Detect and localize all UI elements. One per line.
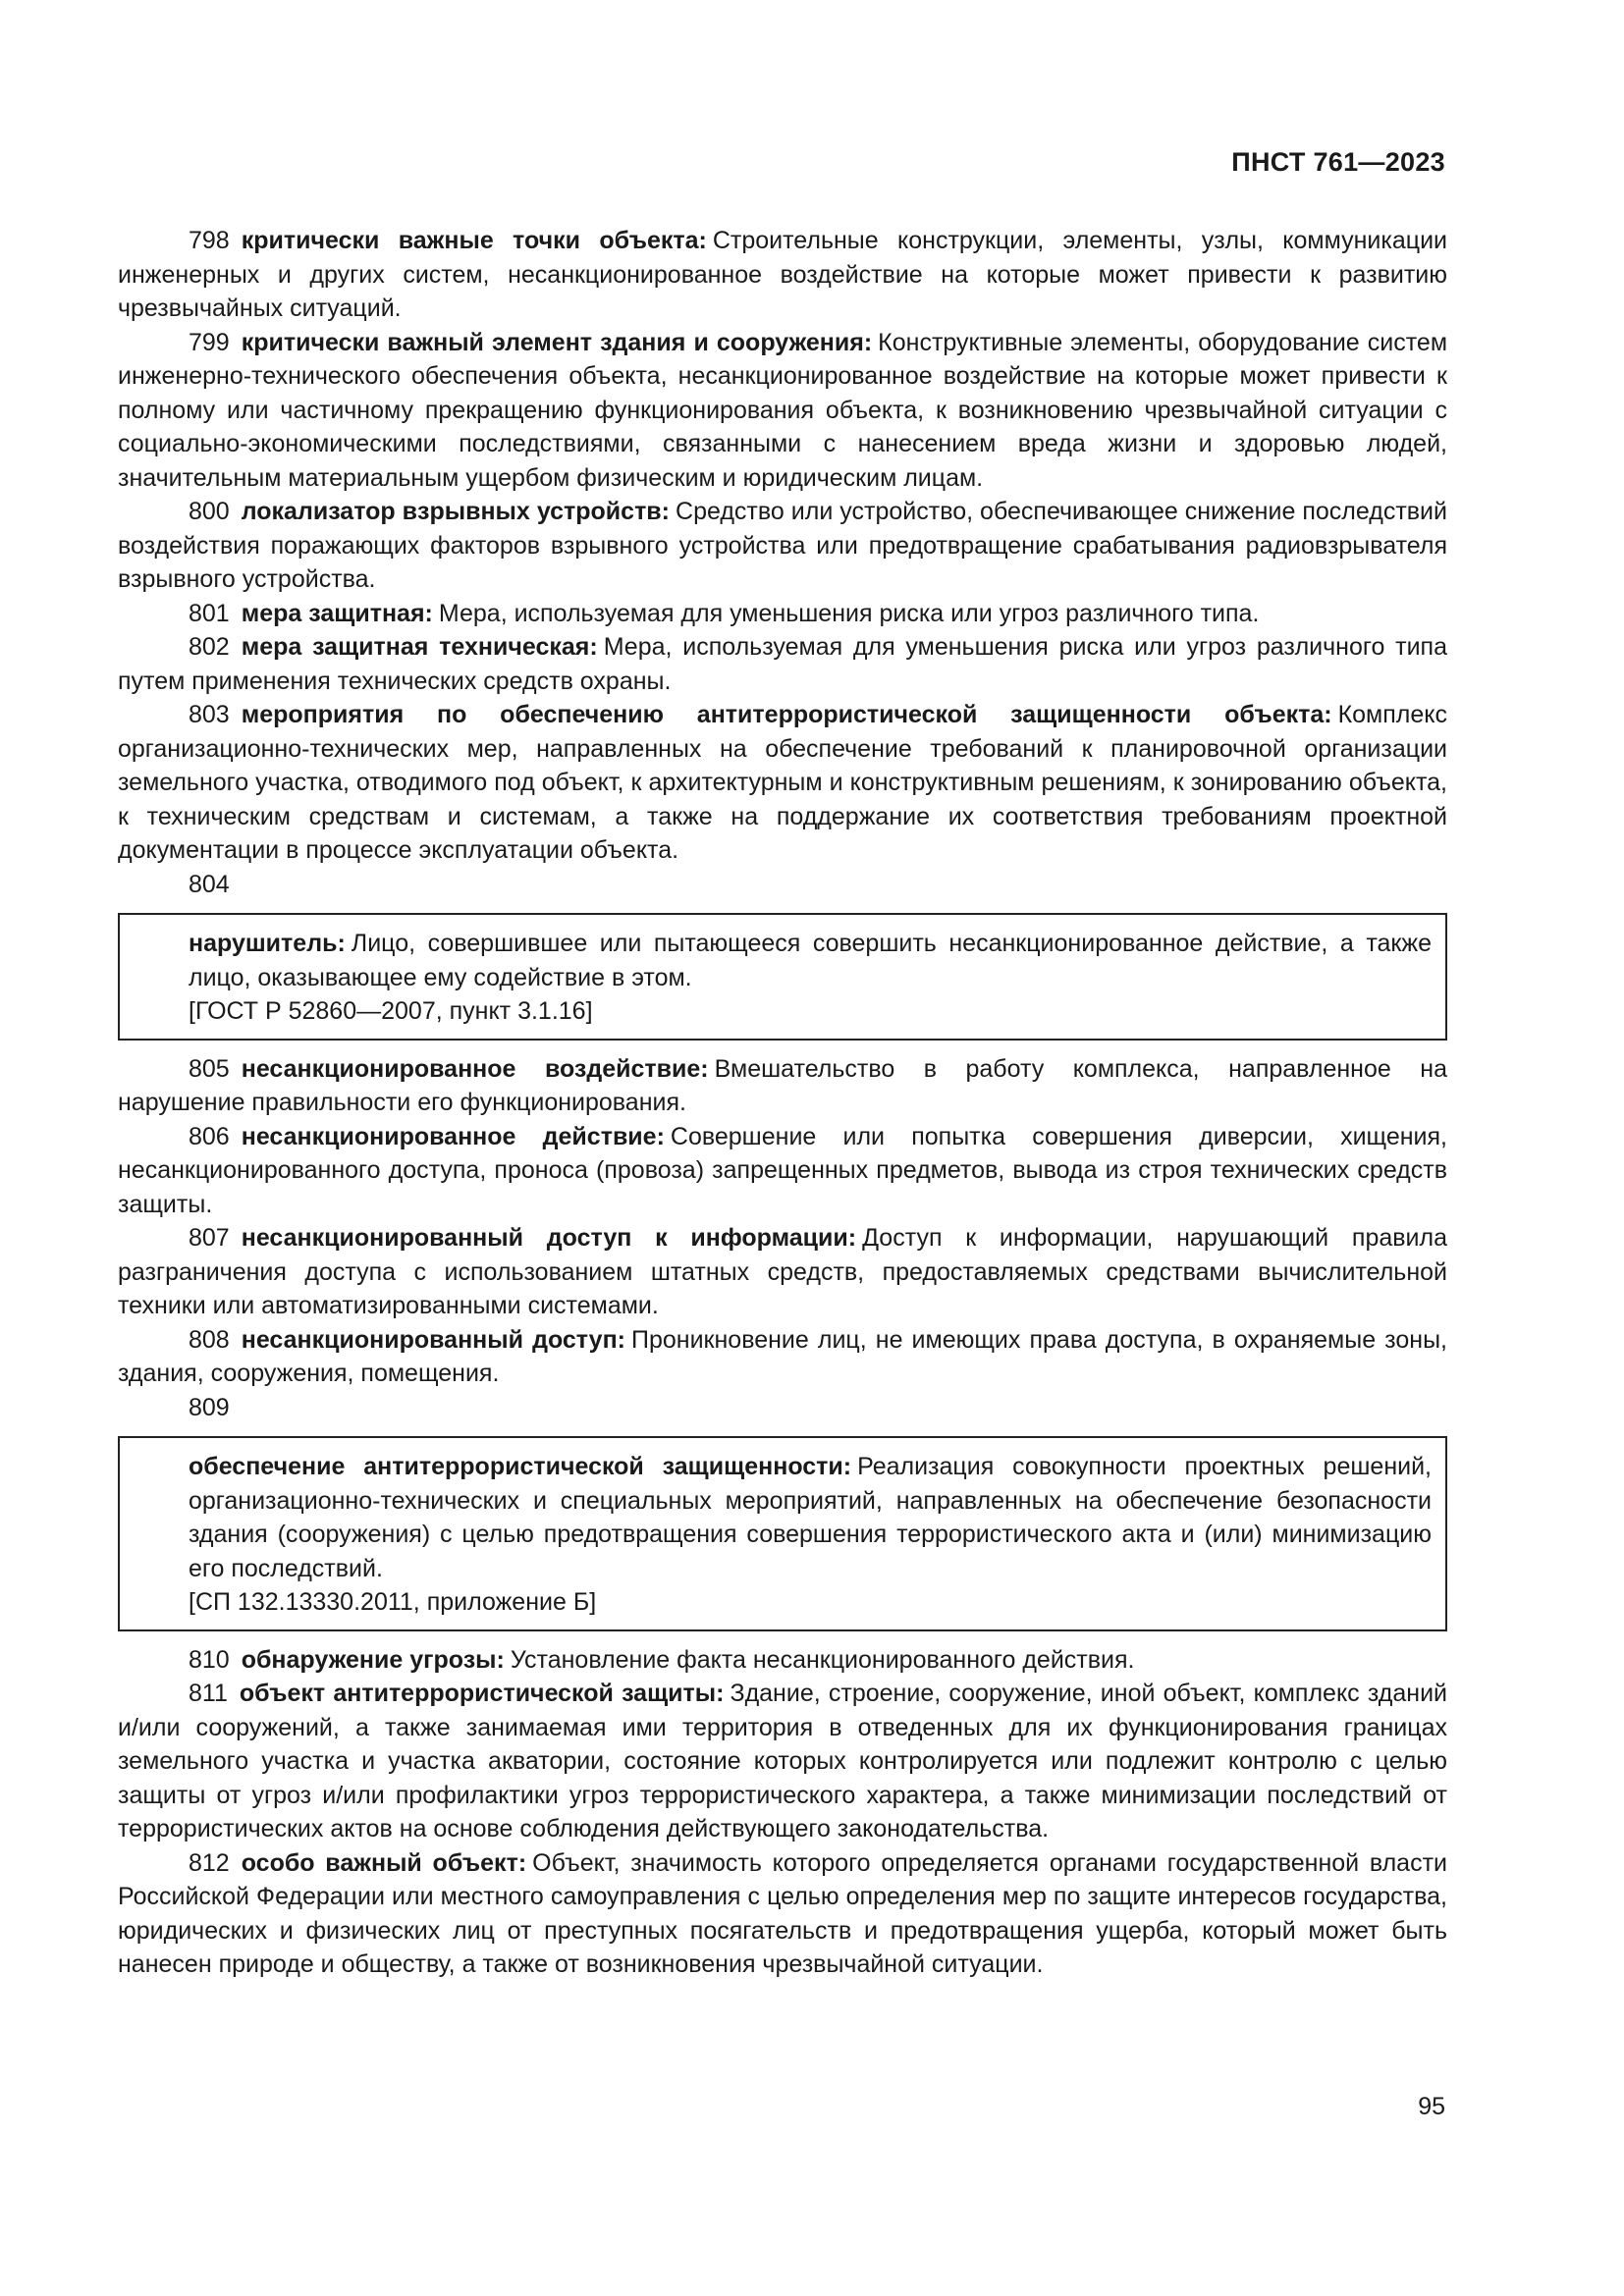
boxed-definition <box>120 1450 1445 1585</box>
term-entry-807 <box>118 1221 1447 1323</box>
entry-definition: Комплекс организационно-технических мер, направленных на обеспечение требований к планировочной организации земельного участка, отводимого под объект, к архитектурным и конструктивным решениям, к зонированию объекта, к техническим средствам и системам, а также на поддержание их соответствия требованиям проектной документации в процессе эксплуатации объекта. <box>118 701 1447 864</box>
entry-number: 798 <box>189 227 230 254</box>
entry-number: 811 <box>189 1680 228 1707</box>
entry-definition: Лицо, совершившее или пытающееся совершить несанкционированное действие, а также лицо, оказывающее ему содействие в этом. <box>189 930 1432 991</box>
entry-definition: Здание, строение, сооружение, иной объект, комплекс зданий и/или сооружений, а также занимаемая ими территория в отведенных для их функционирования границах земельного участка и участка акватории, состояние которых контролируется или подлежит контролю с целью защиты от угроз и/или профилактики угроз террористического характера, а также минимизации последствий от террористических актов на основе соблюдения действующего законодательства. <box>118 1680 1448 1842</box>
terms-list <box>118 224 1447 1982</box>
entry-definition: Объект, значимость которого определяется органами государственной власти Российской Федерации или местного самоуправления с целью определения мер по защите интересов государства, юридических и физических лиц от преступных посягательств и предотвращения ущерба, который может быть нанесен природе и обществу, а также от возникновения чрезвычайной ситуации. <box>118 1848 1447 1978</box>
entry-definition: Мера, используемая для уменьшения риска или угроз различного типа. <box>438 599 1260 627</box>
entry-term: несанкционированное действие: <box>241 1122 665 1150</box>
entry-number: 806 <box>189 1122 230 1150</box>
term-entry-806 <box>118 1120 1447 1222</box>
boxed-definition <box>120 927 1445 994</box>
definition-source: [СП 132.13330.2011, приложение Б] <box>189 1588 597 1616</box>
entry-definition: Строительные конструкции, элементы, узлы, коммуникации инженерных и других систем, несанкционированное воздействие на которые может привести к развитию чрезвычайных ситуаций. <box>118 227 1447 322</box>
term-entry-798 <box>118 224 1447 326</box>
entry-term: объект антитеррористической защиты: <box>239 1680 725 1707</box>
term-entry-805 <box>118 1052 1447 1120</box>
term-entry-801 <box>118 597 1447 631</box>
term-entry-811 <box>118 1677 1447 1846</box>
term-entry-800 <box>118 495 1447 597</box>
entry-definition: Средство или устройство, обеспечивающее снижение последствий воздействия поражающих факторов взрывного устройства или предотвращение срабатывания радиовзрывателя взрывного устройства. <box>118 498 1447 593</box>
entry-term: нарушитель: <box>189 930 346 957</box>
entry-term: особо важный объект: <box>241 1848 527 1877</box>
entry-term: несанкционированное воздействие: <box>241 1054 709 1083</box>
entry-definition: Установление факта несанкционированного действия. <box>510 1645 1135 1674</box>
entry-number: 800 <box>189 498 230 525</box>
entry-term: критически важные точки объекта: <box>241 227 707 254</box>
entry-number: 799 <box>189 328 230 356</box>
term-entry-810 <box>118 1643 1447 1678</box>
entry-definition: Конструктивные элементы, оборудование систем инженерно-технического обеспечения объекта, несанкционированное воздействие на которые может привести к полному или частичному прекращению функционирования объекта, к возникновению чрезвычайной ситуации с социально-экономическими последствиями, связанными с нанесением вреда жизни и здоровью людей, значительным материальным ущербом физическим и юридическим лицам. <box>118 328 1448 492</box>
entry-definition: Совершение или попытка совершения диверсии, хищения, несанкционированного доступа, проноса (провоза) запрещенных предметов, вывода из строя технических средств защиты. <box>118 1122 1447 1218</box>
entry-term: критически важный элемент здания и сооружения: <box>241 328 873 356</box>
entry-number: 808 <box>189 1325 230 1354</box>
entry-definition: Вмешательство в работу комплекса, направленное на нарушение правильности его функционирования. <box>118 1054 1447 1116</box>
term-number-804: 804 <box>189 870 230 898</box>
page-number: 95 <box>1418 2093 1445 2120</box>
term-entry-802 <box>118 630 1447 698</box>
entry-term: мера защитная техническая: <box>241 633 598 661</box>
entry-number: 812 <box>189 1848 230 1877</box>
entry-term: обнаружение угрозы: <box>241 1645 505 1674</box>
entry-definition: Доступ к информации, нарушающий правила разграничения доступа с использованием штатных средств, предоставляемых средствами вычислительной техники или автоматизированными системами. <box>118 1224 1447 1319</box>
entry-number: 805 <box>189 1054 230 1083</box>
term-entry-803 <box>118 698 1447 868</box>
entry-number: 803 <box>189 701 230 728</box>
entry-term: мера защитная: <box>241 599 433 627</box>
entry-term: несанкционированный доступ к информации: <box>241 1224 857 1252</box>
term-entry-808 <box>118 1323 1447 1391</box>
document-code: ПНСТ 761—2023 <box>1231 147 1445 177</box>
entry-number: 801 <box>189 599 230 627</box>
entry-number: 802 <box>189 633 230 661</box>
entry-term: несанкционированный доступ: <box>241 1325 625 1354</box>
entry-term: обеспечение антитеррористической защищенности: <box>189 1453 852 1480</box>
entry-term: локализатор взрывных устройств: <box>241 498 671 525</box>
entry-term: мероприятия по обеспечению антитеррористической защищенности объекта: <box>241 701 1332 728</box>
definition-source: [ГОСТ Р 52860—2007, пункт 3.1.16] <box>189 997 593 1025</box>
quoted-definition-box-804 <box>118 913 1447 1041</box>
entry-definition: Проникновение лиц, не имеющих права доступа, в охраняемые зоны, здания, сооружения, помещения. <box>118 1325 1447 1387</box>
term-entry-812 <box>118 1846 1447 1982</box>
entry-number: 807 <box>189 1224 230 1252</box>
entry-number: 810 <box>189 1645 230 1674</box>
term-number-809: 809 <box>189 1393 230 1421</box>
term-entry-799 <box>118 326 1447 496</box>
entry-definition: Мера, используемая для уменьшения риска или угроз различного типа путем применения технических средств охраны. <box>118 633 1447 695</box>
entry-definition: Реализация совокупности проектных решений, организационно-технических и специальных мероприятий, направленных на обеспечение безопасности здания (сооружения) с целью предотвращения совершения террористического акта и (или) минимизацию его последствий. <box>189 1453 1433 1582</box>
quoted-definition-box-809 <box>118 1436 1447 1631</box>
